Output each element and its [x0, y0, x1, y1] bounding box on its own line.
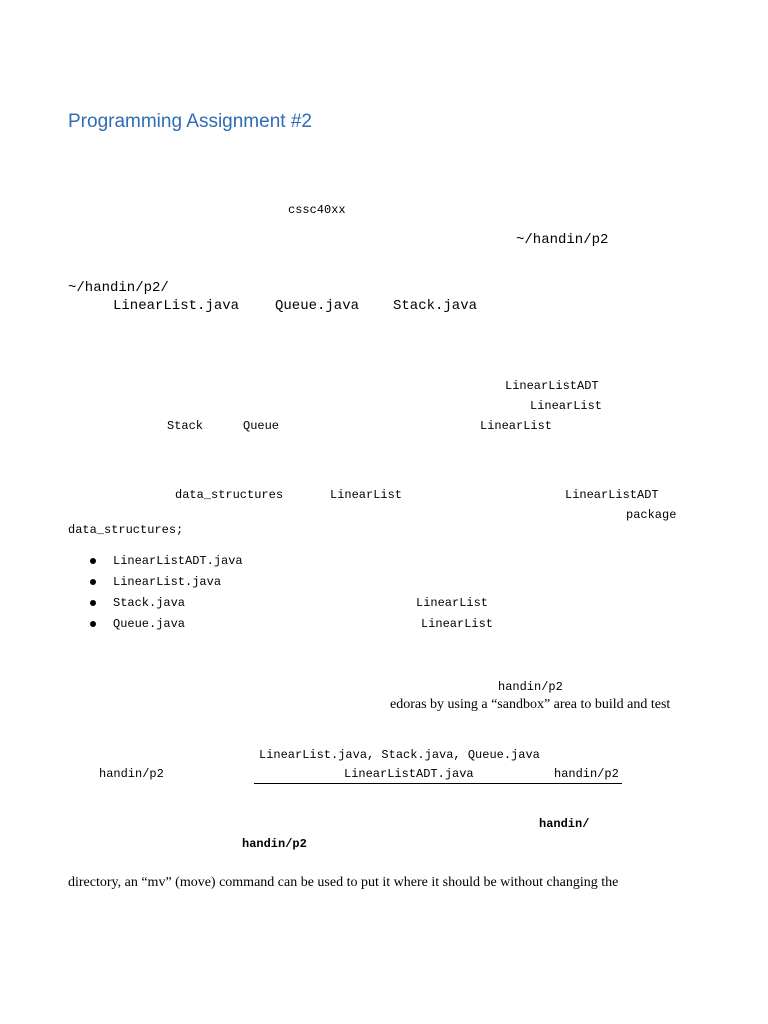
- bullet-icon: [90, 600, 96, 606]
- bullet-icon: [90, 558, 96, 564]
- code-term: LinearList.java, Stack.java, Queue.java: [259, 748, 540, 762]
- code-term: LinearList: [416, 596, 489, 610]
- code-term: handin/p2: [498, 680, 563, 694]
- list-item: Stack.java: [113, 596, 186, 610]
- bullet-icon: [90, 579, 96, 585]
- code-term: LinearList: [480, 419, 553, 433]
- handin-dir: ~/handin/p2: [516, 232, 609, 248]
- code-term: Queue: [243, 419, 280, 433]
- account-code: cssc40xx: [288, 203, 346, 217]
- underline: [254, 783, 622, 784]
- body-text: edoras by using a “sandbox” area to build and test: [390, 697, 671, 712]
- code-term: handin/p2: [242, 837, 307, 851]
- file-name: LinearList.java: [113, 298, 240, 314]
- list-item: LinearList.java: [113, 575, 222, 589]
- code-term: LinearList: [530, 399, 603, 413]
- code-term: LinearListADT: [565, 488, 659, 502]
- bullet-icon: [90, 621, 96, 627]
- list-item: LinearListADT.java: [113, 554, 243, 568]
- package-statement: data_structures;: [68, 523, 184, 537]
- file-name: Queue.java: [275, 298, 360, 314]
- code-term: Stack: [167, 419, 204, 433]
- code-term: handin/p2: [554, 767, 619, 781]
- code-term: LinearListADT.java: [344, 767, 474, 781]
- code-term: LinearList: [421, 617, 494, 631]
- code-term: handin/: [539, 817, 590, 831]
- list-item: Queue.java: [113, 617, 186, 631]
- code-term: handin/p2: [99, 767, 164, 781]
- code-term: data_structures: [175, 488, 284, 502]
- page-title: Programming Assignment #2: [68, 111, 312, 132]
- handin-dir-path: ~/handin/p2/: [68, 280, 169, 296]
- code-term: LinearList: [330, 488, 403, 502]
- file-name: Stack.java: [393, 298, 478, 314]
- code-term: package: [626, 508, 677, 522]
- body-text: directory, an “mv” (move) command can be used to put it where it should be without changing the: [68, 875, 619, 890]
- code-term: LinearListADT: [505, 379, 599, 393]
